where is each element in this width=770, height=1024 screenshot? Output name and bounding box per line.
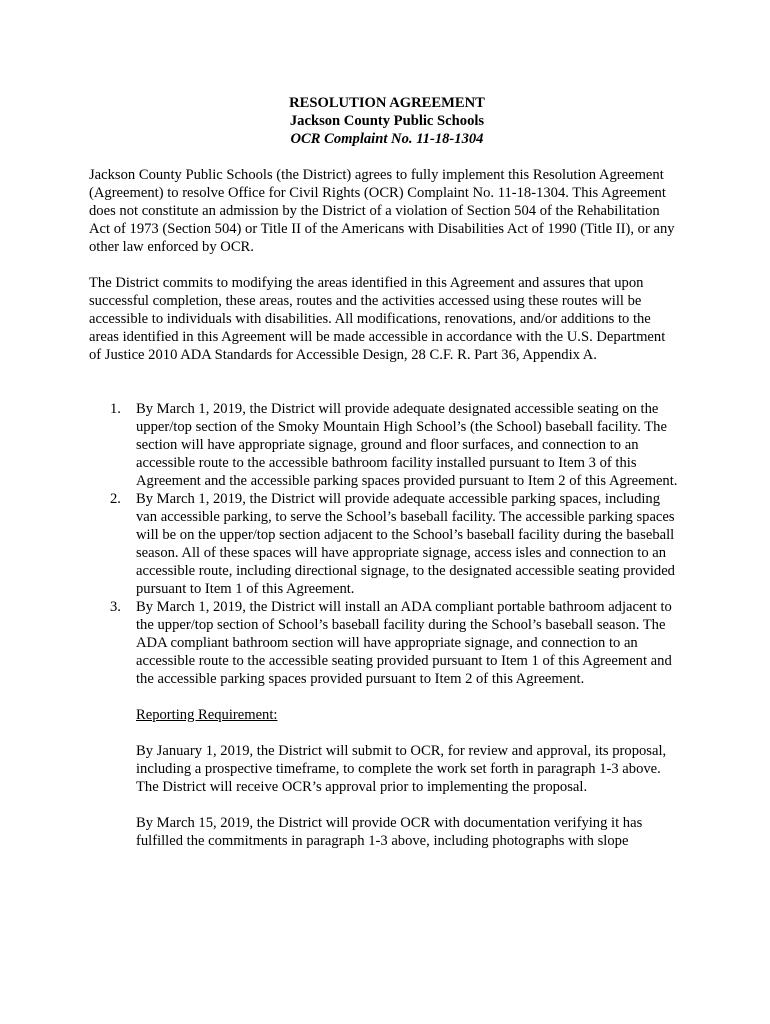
complaint-number: OCR Complaint No. 11-18-1304 [290, 131, 484, 147]
reporting-paragraph-proposal: By January 1, 2019, the District will submit to OCR, for review and approval, its proposal, including a prospective timeframe, to complete the work set forth in paragraph 1-3 above. The District will receive OCR’s approval prior to implementing the proposal. [136, 743, 667, 795]
intro-paragraph: Jackson County Public Schools (the District) agrees to fully implement this Resolution Agreement (Agreement) to resolve Office for Civil Rights (OCR) Complaint No. 11-18-1304. This Agreement does not constitute an admission by the District of a violation of Section 504 of the Rehabilitation Act of 1973 (Section 504) or Title II of the Americans with Disabilities Act of 1990 (Title II), or any other law enforced by OCR. [89, 167, 675, 255]
list-item-text: By March 1, 2019, the District will provide adequate accessible parking spaces, including van accessible parking, to serve the School’s baseball facility. The accessible parking spaces will be on the upper/top section adjacent to the School’s baseball facility during the baseball season. All of these spaces will have appropriate signage, access isles and connection to an accessible route, including directional signage, to the designated accessible seating provided pursuant to Item 1 of this Agreement. [136, 491, 675, 597]
list-item [89, 400, 681, 490]
document-title: RESOLUTION AGREEMENT [289, 95, 485, 111]
reporting-paragraph-documentation: By March 15, 2019, the District will provide OCR with documentation verifying it has fulfilled the commitments in paragraph 1-3 above, including photographs with slope [136, 815, 643, 849]
list-item-text: By March 1, 2019, the District will provide adequate designated accessible seating on the upper/top section of the Smoky Mountain High School’s (the School) baseball facility. The section will have appropriate signage, ground and floor surfaces, and connection to an accessible route to the accessible bathroom facility installed pursuant to Item 3 of this Agreement and the accessible parking spaces provided pursuant to Item 2 of this Agreement. [136, 401, 678, 489]
agreement-items-list [89, 400, 681, 688]
document-body [89, 94, 681, 850]
list-item-number: 2. [110, 491, 121, 507]
list-item-number: 3. [110, 599, 121, 615]
document-header [93, 94, 681, 148]
reporting-requirement-heading: Reporting Requirement: [136, 707, 278, 723]
list-item-number: 1. [110, 401, 121, 417]
list-item [89, 598, 681, 688]
commitment-paragraph: The District commits to modifying the areas identified in this Agreement and assures that upon successful completion, these areas, routes and the activities accessed using these routes will be accessible to individuals with disabilities. All modifications, renovations, and/or additions to the areas identified in this Agreement will be made accessible in accordance with the U.S. Department of Justice 2010 ADA Standards for Accessible Design, 28 C.F. R. Part 36, Appendix A. [89, 275, 666, 363]
list-item [89, 490, 681, 598]
list-item-text: By March 1, 2019, the District will install an ADA compliant portable bathroom adjacent to the upper/top section of School’s baseball facility during the School’s baseball season. The ADA compliant bathroom section will have appropriate signage, and connection to an accessible route to the accessible seating provided pursuant to Item 1 of this Agreement and the accessible parking spaces provided pursuant to Item 2 of this Agreement. [136, 599, 672, 687]
district-name: Jackson County Public Schools [289, 113, 485, 129]
